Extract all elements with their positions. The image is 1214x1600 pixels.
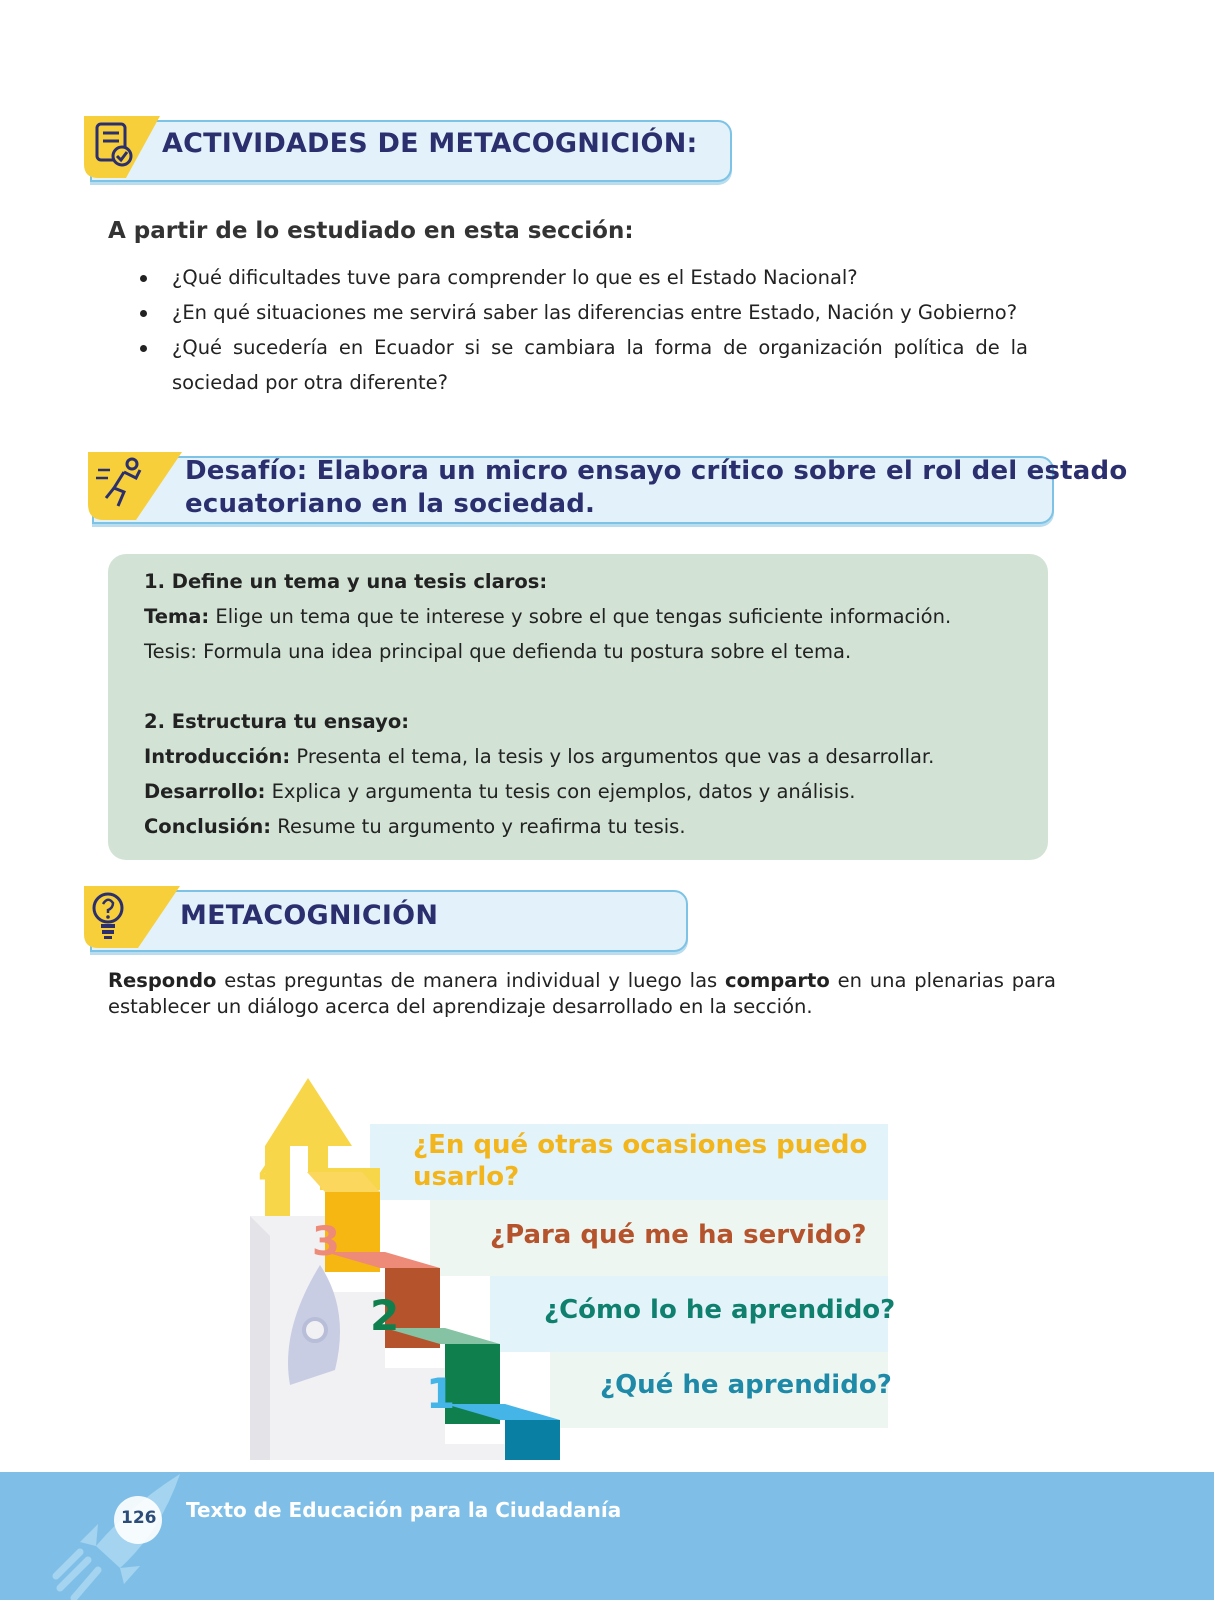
step-number-4: 4 <box>258 1149 286 1195</box>
step2-heading: 2. Estructura tu ensayo: <box>144 710 410 733</box>
section-title-activities: ACTIVIDADES DE METACOGNICIÓN: <box>162 128 698 159</box>
rocket-icon <box>40 1472 190 1600</box>
step-number-2: 2 <box>370 1291 400 1340</box>
challenge-title-line1: Desafío: Elabora un micro ensayo crítico sobre el rol del estado <box>185 456 1128 486</box>
section-title-metacognition: METACOGNICIÓN <box>180 900 439 931</box>
running-person-icon <box>84 448 184 524</box>
question-4-line1: ¿En qué otras ocasiones puedo <box>413 1130 868 1160</box>
stairs-illustration <box>250 1040 580 1460</box>
conclusion-line: Conclusión: Resume tu argumento y reafirma tu tesis. <box>144 815 686 838</box>
page-number: 126 <box>121 1508 157 1528</box>
page-footer <box>0 1472 1214 1600</box>
metacognition-intro: Respondo estas preguntas de manera individual y luego las comparto en una plenarias para establecer un diálogo acerca del aprendizaje desarrollado en la sección. <box>108 969 1057 1018</box>
footer-title: Texto de Educación para la Ciudadanía <box>186 1498 622 1522</box>
challenge-title-line2: ecuatoriano en la sociedad. <box>185 489 596 519</box>
question-3: ¿Para qué me ha servido? <box>490 1220 867 1250</box>
list-item: ¿Qué dificultades tuve para comprender lo que es el Estado Nacional? <box>172 260 1028 295</box>
question-1: ¿Qué he aprendido? <box>600 1370 892 1400</box>
tema-line: Tema: Elige un tema que te interese y sobre el que tengas suficiente información. <box>144 605 952 628</box>
question-4-line2: usarlo? <box>413 1162 520 1192</box>
step-number-1: 1 <box>426 1369 456 1418</box>
list-item: ¿En qué situaciones me servirá saber las diferencias entre Estado, Nación y Gobierno? <box>172 295 1028 330</box>
section-subtitle: A partir de lo estudiado en esta sección: <box>108 218 634 244</box>
question-list <box>172 260 1028 400</box>
step-number-3: 3 <box>312 1219 340 1265</box>
introduccion-line: Introducción: Presenta el tema, la tesis y los argumentos que vas a desarrollar. <box>144 745 935 768</box>
step1-heading: 1. Define un tema y una tesis claros: <box>144 570 548 593</box>
desarrollo-line: Desarrollo: Explica y argumenta tu tesis con ejemplos, datos y análisis. <box>144 780 856 803</box>
question-2: ¿Cómo lo he aprendido? <box>544 1295 896 1325</box>
checklist-icon <box>80 112 172 182</box>
tesis-line: Tesis: Formula una idea principal que defienda tu postura sobre el tema. <box>144 640 852 663</box>
essay-instructions-box <box>108 554 1048 860</box>
list-item: ¿Qué sucedería en Ecuador si se cambiara la forma de organización política de la sociedad por otra diferente? <box>172 330 1028 400</box>
lightbulb-question-icon <box>80 882 184 952</box>
